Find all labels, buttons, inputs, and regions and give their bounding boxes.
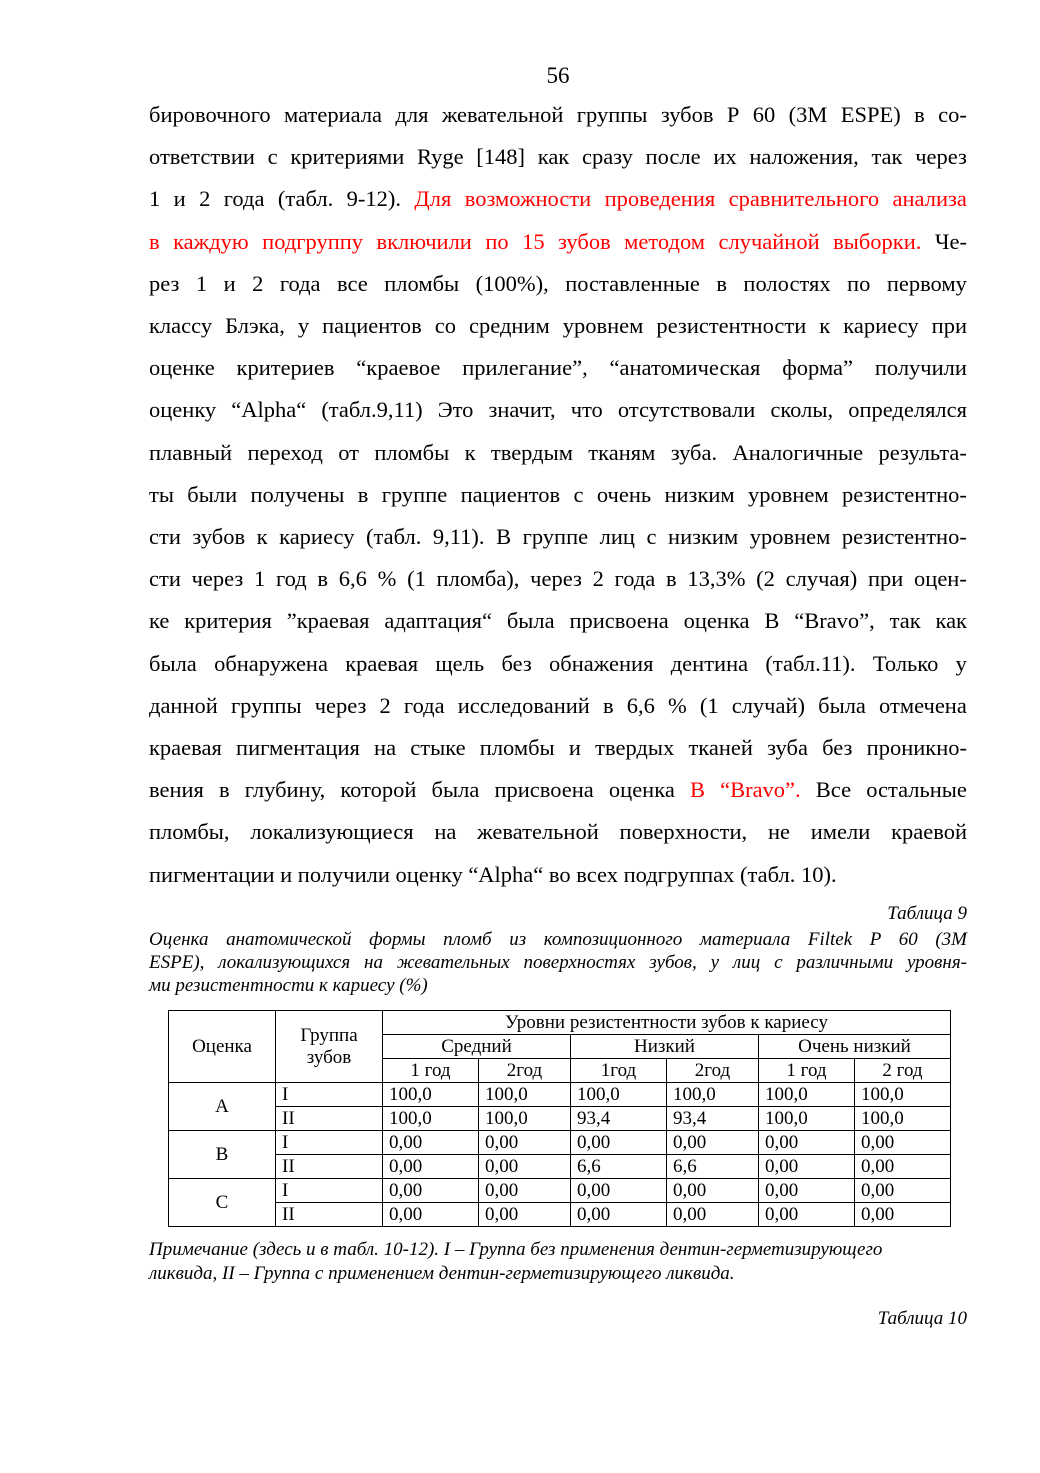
header-year: 1год: [571, 1059, 667, 1083]
value-cell: 100,0: [759, 1107, 855, 1131]
paragraph-line: [149, 432, 967, 474]
value-cell: 0,00: [383, 1203, 479, 1227]
word: 2: [379, 692, 391, 718]
word: (табл.11).: [765, 650, 856, 676]
word: от: [338, 439, 359, 465]
word: как: [537, 144, 570, 170]
value-cell: 0,00: [383, 1179, 479, 1203]
table-body: [169, 1083, 951, 1227]
word: оценка: [608, 777, 675, 803]
note-line: ликвида, II – Группа с применением дентин-герметизирующего ликвида.: [149, 1263, 735, 1284]
group-cell: II: [276, 1203, 383, 1227]
word: форма”: [782, 355, 853, 381]
word: средним: [469, 313, 550, 339]
value-cell: 0,00: [383, 1131, 479, 1155]
highlighted-word: методом: [624, 228, 706, 254]
word: В: [764, 608, 780, 634]
word: Это: [437, 397, 474, 423]
table-note: [149, 1238, 967, 1286]
word: уровнем: [749, 524, 831, 550]
value-cell: 0,00: [571, 1179, 667, 1203]
value-cell: 100,0: [759, 1083, 855, 1107]
header-grade: Оценка: [169, 1011, 276, 1083]
word: пациентов: [460, 481, 561, 507]
highlighted-word: включили: [376, 228, 472, 254]
word: пломба),: [436, 566, 520, 592]
word: зубов: [192, 524, 246, 550]
word: твердых: [595, 735, 675, 761]
word: материала: [284, 102, 383, 127]
word: группы: [230, 692, 302, 718]
word: (табл.: [366, 524, 422, 550]
paragraph-line: [149, 600, 967, 642]
header-levels-title: Уровни резистентности зубов к кариесу: [383, 1011, 951, 1035]
word: без: [822, 735, 853, 761]
word: определялся: [848, 397, 967, 423]
word: года: [403, 692, 445, 718]
word: зуба.: [670, 439, 718, 465]
word: жевательной: [441, 102, 564, 127]
word: критериями: [290, 144, 405, 170]
word: к: [819, 313, 831, 339]
value-cell: 100,0: [855, 1083, 951, 1107]
word: В: [496, 524, 512, 550]
word: случай): [731, 692, 806, 718]
word: как: [935, 608, 967, 634]
header-level-low: Низкий: [571, 1035, 759, 1059]
word: ”краевая: [286, 608, 370, 634]
paragraph-line: [149, 769, 967, 811]
word: ты: [149, 481, 174, 507]
table-9-caption: [149, 928, 967, 997]
word: через: [314, 692, 367, 718]
word: кариесу: [843, 313, 919, 339]
header-level-very-low: Очень низкий: [759, 1035, 951, 1059]
group-cell: II: [276, 1155, 383, 1179]
paragraph-line: [149, 136, 967, 178]
word: (табл.: [277, 186, 334, 212]
word: Блэка,: [225, 313, 285, 339]
word: данной: [149, 692, 218, 718]
word: исследований: [457, 692, 590, 718]
word: бировочного: [149, 102, 271, 127]
paragraph-line: [149, 474, 967, 516]
word: имели: [810, 819, 871, 845]
grade-cell: C: [169, 1179, 276, 1227]
value-cell: 0,00: [479, 1131, 571, 1155]
word: переход: [247, 439, 323, 465]
word: поверхности,: [619, 819, 748, 845]
word: к: [256, 524, 268, 550]
value-cell: 100,0: [479, 1083, 571, 1107]
value-cell: 100,0: [855, 1107, 951, 1131]
word: локализующиеся: [250, 819, 414, 845]
word: адаптация“: [384, 608, 493, 634]
word: их: [713, 144, 737, 170]
word: что: [570, 397, 603, 423]
highlighted-word: зубов: [558, 228, 611, 254]
word: были: [187, 481, 238, 507]
word: сти: [149, 524, 181, 550]
word: кариесу: [279, 524, 355, 550]
word: группы: [576, 102, 648, 127]
word: прилегание”,: [462, 355, 588, 381]
word: 1: [195, 270, 208, 296]
word: не: [767, 819, 790, 845]
word: отсутствовали: [617, 397, 756, 423]
word: “анатомическая: [609, 355, 761, 381]
word: присвоена: [569, 608, 669, 634]
value-cell: 0,00: [759, 1179, 855, 1203]
word: результа-: [878, 439, 967, 465]
word: Ryge: [416, 144, 464, 170]
word: резистентности: [656, 313, 807, 339]
word: плавный: [149, 439, 233, 465]
header-group-text: Группа зубов: [300, 1024, 358, 1068]
word: сразу: [581, 144, 633, 170]
word: твердым: [490, 439, 573, 465]
word: уровнем: [562, 313, 644, 339]
word: 13,3%: [687, 566, 746, 592]
word: низким: [664, 481, 735, 507]
word: получены: [250, 481, 345, 507]
highlighted-word: В: [689, 777, 705, 803]
table-caption-line: Оценка анатомической формы пломб из композиционного материала Filtek P 60 (3M: [149, 929, 967, 950]
word: к: [464, 439, 476, 465]
paragraph-line: [149, 305, 967, 347]
paragraph-line: [149, 811, 967, 853]
word: сколы,: [770, 397, 834, 423]
header-group: [276, 1011, 383, 1083]
word: %: [377, 566, 397, 592]
word: при: [867, 566, 904, 592]
word: случая): [785, 566, 858, 592]
word: пломбы: [384, 270, 460, 296]
word: полостях: [743, 270, 831, 296]
table-row: [169, 1131, 951, 1155]
table-9-label: Таблица 9: [887, 903, 967, 924]
word: присвоена: [494, 777, 594, 803]
word: оценку: [149, 397, 217, 423]
word: ESPE): [840, 102, 901, 127]
header-year: 1 год: [383, 1059, 479, 1083]
value-cell: 0,00: [667, 1179, 759, 1203]
paragraph-line: [149, 643, 967, 685]
grade-cell: A: [169, 1083, 276, 1131]
value-cell: 0,00: [479, 1179, 571, 1203]
value-cell: 0,00: [571, 1131, 667, 1155]
word: 9,11).: [432, 524, 485, 550]
word: критериев: [236, 355, 335, 381]
word: 60: [752, 102, 776, 127]
group-cell: I: [276, 1179, 383, 1203]
word: краевая: [149, 735, 222, 761]
highlighted-word: “Bravo”.: [720, 777, 801, 803]
table-row: [169, 1155, 951, 1179]
highlighted-word: возможности: [464, 186, 592, 212]
highlighted-word: в: [149, 228, 160, 254]
word: была: [818, 692, 866, 718]
value-cell: 93,4: [667, 1107, 759, 1131]
header-year: 1 год: [759, 1059, 855, 1083]
word: года: [223, 186, 265, 212]
word: (3М: [788, 102, 828, 127]
word: через: [530, 566, 582, 592]
value-cell: 0,00: [855, 1155, 951, 1179]
word: пигментация: [236, 735, 360, 761]
note-line: Примечание (здесь и в табл. 10-12). I – Группа без применения дентин-герметизирующего: [149, 1239, 883, 1260]
word: 6,6: [338, 566, 367, 592]
word: %: [667, 692, 687, 718]
word: года: [279, 270, 321, 296]
word: пломбы: [374, 439, 450, 465]
table-10-label: Таблица 10: [877, 1308, 967, 1329]
paragraph-line: [149, 389, 967, 431]
word: низким: [668, 524, 739, 550]
word: 2: [199, 186, 211, 212]
word: первому: [886, 270, 967, 296]
word: была: [431, 777, 480, 803]
header-level-medium: Средний: [383, 1035, 571, 1059]
word: которой: [340, 777, 417, 803]
table-row: [169, 1107, 951, 1131]
paragraph-line: [149, 854, 967, 896]
word: пломбы: [479, 735, 555, 761]
word: после: [645, 144, 701, 170]
word: у: [955, 650, 967, 676]
word: в: [716, 270, 727, 296]
word: по: [847, 270, 871, 296]
header-year: 2год: [667, 1059, 759, 1083]
word: группе: [522, 524, 589, 550]
value-cell: 0,00: [571, 1203, 667, 1227]
value-cell: 0,00: [855, 1203, 951, 1227]
value-cell: 0,00: [479, 1155, 571, 1179]
word: была: [149, 650, 197, 676]
word: краевой: [891, 819, 967, 845]
page-number: 56: [546, 63, 570, 88]
value-cell: 0,00: [383, 1155, 479, 1179]
word: Р: [726, 102, 740, 127]
body-paragraph: [149, 94, 967, 896]
word: получили: [874, 355, 967, 381]
paragraph-line: [149, 685, 967, 727]
word: вения: [149, 777, 204, 803]
word: была: [506, 608, 555, 634]
word: (2: [756, 566, 775, 592]
word: ответствии: [149, 144, 255, 170]
value-cell: 6,6: [571, 1155, 667, 1179]
word: Аналогичные: [732, 439, 864, 465]
word: тканям: [588, 439, 656, 465]
word: глубину,: [244, 777, 326, 803]
word: 2: [252, 270, 264, 296]
table-row: [169, 1179, 951, 1203]
word: и: [223, 270, 236, 296]
word: для: [395, 102, 429, 127]
word: критерия: [184, 608, 272, 634]
paragraph-line: [149, 558, 967, 600]
paragraph-line: [149, 178, 967, 220]
word: со: [434, 313, 456, 339]
word: все: [337, 270, 368, 296]
highlighted-word: сравнительного: [728, 186, 880, 212]
value-cell: 0,00: [759, 1155, 855, 1179]
paragraph-line: [149, 347, 967, 389]
table-row: [169, 1083, 951, 1107]
word: в: [219, 777, 230, 803]
grade-cell: B: [169, 1131, 276, 1179]
group-cell: I: [276, 1083, 383, 1107]
word: значит,: [488, 397, 556, 423]
word: (1: [407, 566, 426, 592]
word: уровнем: [748, 481, 829, 507]
value-cell: 100,0: [571, 1083, 667, 1107]
value-cell: 6,6: [667, 1155, 759, 1179]
value-cell: 0,00: [667, 1131, 759, 1155]
word: в: [602, 692, 614, 718]
word: 1: [254, 566, 266, 592]
table-9: [168, 1010, 951, 1227]
word: краевая: [345, 650, 419, 676]
word: со-: [938, 102, 967, 127]
word: так: [871, 144, 903, 170]
word: 6,6: [626, 692, 655, 718]
word: в: [665, 566, 677, 592]
word: пациентов: [322, 313, 422, 339]
word: резистентно-: [841, 524, 967, 550]
paragraph-line: [149, 94, 967, 136]
word: с: [646, 524, 657, 550]
word: лиц: [599, 524, 635, 550]
paragraph-line: [149, 516, 967, 558]
word: Только: [872, 650, 939, 676]
table-caption-line: ESPE), локализующихся на жевательных поверхностях зубов, у лиц с различными уровня-: [149, 952, 967, 973]
table-row: [169, 1203, 951, 1227]
word: при: [931, 313, 967, 339]
word: остальные: [866, 777, 967, 803]
word: года: [614, 566, 656, 592]
word: “краевое: [356, 355, 441, 381]
paragraph-line: [149, 727, 967, 769]
word: рез: [149, 270, 180, 296]
word: обнажения: [549, 650, 654, 676]
word: резистентно-: [841, 481, 967, 507]
value-cell: 93,4: [571, 1107, 667, 1131]
word: оценка: [683, 608, 750, 634]
word: через: [915, 144, 967, 170]
word: (100%),: [475, 270, 549, 296]
word: и: [568, 735, 581, 761]
word: “Alpha“: [231, 397, 307, 423]
word: проникно-: [866, 735, 967, 761]
word: жевательной: [477, 819, 599, 845]
word: Все: [815, 777, 852, 803]
word: зуба: [767, 735, 808, 761]
paragraph-line: [149, 221, 967, 263]
value-cell: 0,00: [667, 1203, 759, 1227]
word: ке: [149, 608, 170, 634]
word: год: [275, 566, 307, 592]
word: Че-: [934, 228, 967, 254]
word: группе: [381, 481, 448, 507]
value-cell: 0,00: [759, 1203, 855, 1227]
highlighted-word: анализа: [892, 186, 967, 212]
word: [148]: [476, 144, 526, 170]
highlighted-word: подгруппу: [262, 228, 364, 254]
paragraph-line: [149, 263, 967, 305]
word: отмечена: [879, 692, 967, 718]
word: сти: [149, 566, 181, 592]
word: тканей: [688, 735, 753, 761]
value-cell: 0,00: [855, 1131, 951, 1155]
word: и: [173, 186, 186, 212]
value-cell: 100,0: [383, 1083, 479, 1107]
word: без: [501, 650, 532, 676]
highlighted-word: проведения: [604, 186, 716, 212]
word: стыке: [410, 735, 466, 761]
word: (1: [699, 692, 719, 718]
highlighted-word: Для: [414, 186, 452, 212]
word: обнаружена: [214, 650, 328, 676]
word: в: [317, 566, 329, 592]
group-cell: II: [276, 1107, 383, 1131]
word: с: [267, 144, 278, 170]
word: пломбы,: [149, 819, 230, 845]
value-cell: 100,0: [479, 1107, 571, 1131]
table-caption-line: ми резистентности к кариесу (%): [149, 975, 428, 996]
text-run: пигментации и получили оценку “Alpha“ во всех подгруппах (табл. 10).: [149, 861, 837, 887]
word: у: [297, 313, 310, 339]
value-cell: 0,00: [759, 1131, 855, 1155]
word: оценке: [149, 355, 215, 381]
word: поставленные: [565, 270, 700, 296]
word: (табл.9,11): [321, 397, 423, 423]
highlighted-word: 15: [522, 228, 545, 254]
word: зубов: [660, 102, 714, 127]
word: в: [357, 481, 369, 507]
group-cell: I: [276, 1131, 383, 1155]
value-cell: 100,0: [383, 1107, 479, 1131]
word: 9-12).: [346, 186, 401, 212]
word: 2: [592, 566, 604, 592]
word: так: [889, 608, 921, 634]
word: на: [434, 819, 457, 845]
word: щель: [435, 650, 485, 676]
word: с: [573, 481, 584, 507]
word: на: [374, 735, 397, 761]
highlighted-word: по: [485, 228, 509, 254]
value-cell: 0,00: [855, 1179, 951, 1203]
word: дентина: [670, 650, 749, 676]
header-year: 2 год: [855, 1059, 951, 1083]
word: наложения,: [749, 144, 859, 170]
highlighted-word: выборки.: [833, 228, 922, 254]
word: оцен-: [914, 566, 967, 592]
value-cell: 100,0: [667, 1083, 759, 1107]
value-cell: 0,00: [479, 1203, 571, 1227]
word: в: [914, 102, 925, 127]
word: очень: [596, 481, 652, 507]
highlighted-word: случайной: [718, 228, 820, 254]
word: классу: [149, 313, 213, 339]
word: через: [191, 566, 244, 592]
highlighted-word: каждую: [173, 228, 249, 254]
header-year: 2год: [479, 1059, 571, 1083]
word: “Bravo”,: [794, 608, 875, 634]
word: 1: [149, 186, 161, 212]
